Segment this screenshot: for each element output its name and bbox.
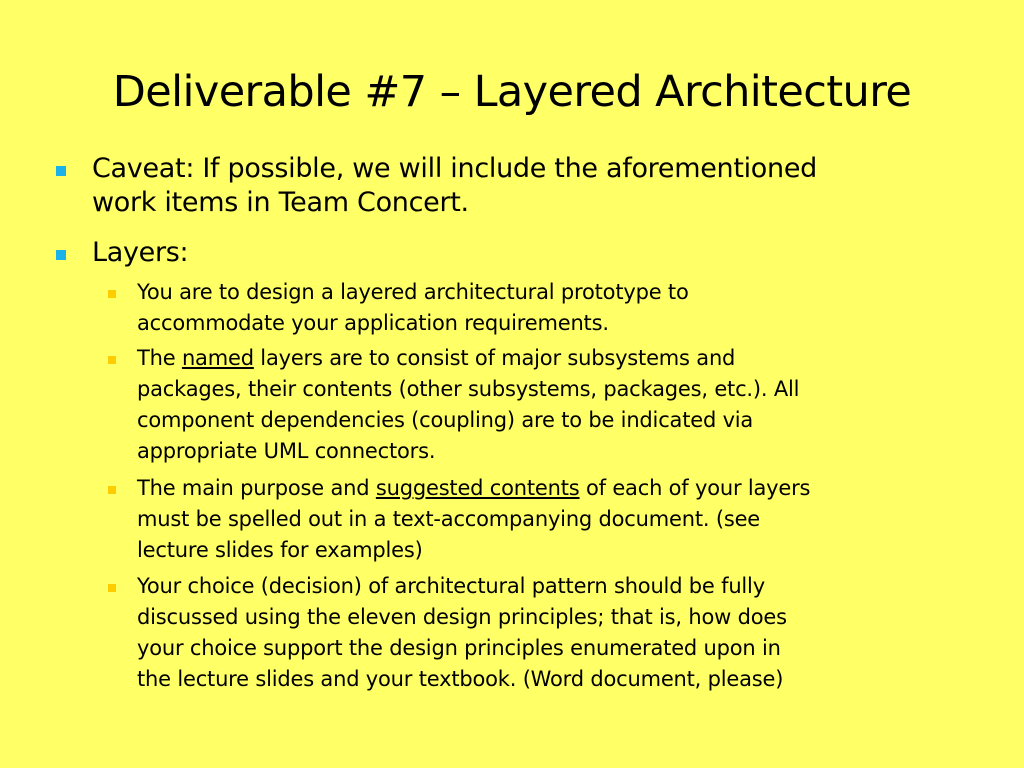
sub-bullet-square-icon: [108, 356, 116, 364]
bullet-square-icon: [56, 166, 66, 176]
sub-bullet-line: component dependencies (coupling) are to be indicated via: [137, 408, 754, 432]
sub-bullet-your-choice: [137, 571, 987, 695]
sub-bullet-line: the lecture slides and your textbook. (Word document, please): [137, 667, 784, 691]
text-span: The: [137, 346, 182, 370]
text-span: layers are to consist of major subsystems and: [253, 346, 736, 370]
bullet-line: Caveat: If possible, we will include the aforementioned: [92, 153, 817, 184]
sub-bullet-square-icon: [108, 486, 116, 494]
underlined-named: named: [181, 346, 254, 370]
bullet-layers: [92, 236, 972, 270]
text-span: of each of your layers: [579, 476, 811, 500]
sub-bullet-line: accommodate your application requirements.: [137, 311, 609, 335]
bullet-line: Layers:: [92, 237, 189, 268]
bullet-square-icon: [56, 250, 66, 260]
sub-bullet-line: your choice support the design principles enumerated upon in: [137, 636, 781, 660]
sub-bullet-named-layers: [137, 343, 987, 467]
sub-bullet-line: appropriate UML connectors.: [137, 439, 436, 463]
sub-bullet-line: must be spelled out in a text-accompanying document. (see: [137, 507, 761, 531]
slide-title: Deliverable #7 – Layered Architecture: [112, 67, 912, 117]
sub-bullet-main-purpose: [137, 473, 987, 566]
sub-bullet-design-prototype: [137, 277, 987, 339]
sub-bullet-line: [137, 473, 987, 504]
sub-bullet-line: Your choice (decision) of architectural pattern should be fully: [137, 574, 765, 598]
bullet-caveat: [92, 152, 972, 220]
sub-bullet-square-icon: [108, 584, 116, 592]
sub-bullet-line: discussed using the eleven design principles; that is, how does: [137, 605, 787, 629]
sub-bullet-line: lecture slides for examples): [137, 538, 423, 562]
sub-bullet-line: You are to design a layered architectural prototype to: [137, 280, 689, 304]
sub-bullet-line: [137, 343, 987, 374]
text-span: The main purpose and: [137, 476, 376, 500]
bullet-line: work items in Team Concert.: [92, 187, 469, 218]
sub-bullet-line: packages, their contents (other subsystems, packages, etc.). All: [137, 377, 800, 401]
underlined-suggested-contents: suggested contents: [375, 476, 580, 500]
sub-bullet-square-icon: [108, 290, 116, 298]
